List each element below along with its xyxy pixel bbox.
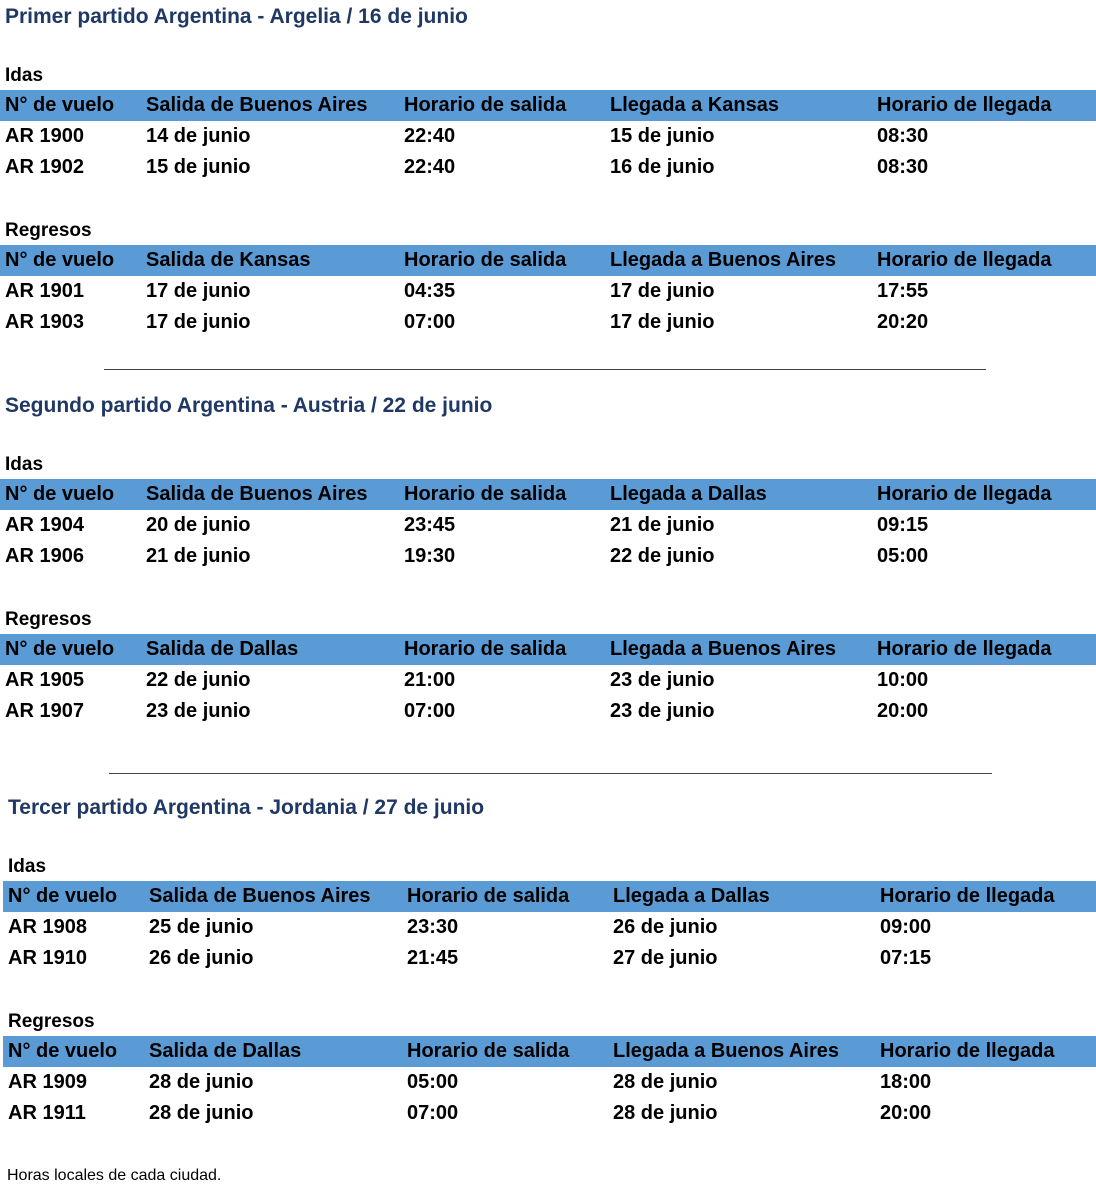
regresos-label: Regresos bbox=[8, 1011, 95, 1032]
column-header: Llegada a Buenos Aires bbox=[613, 1040, 839, 1062]
table-cell: 04:35 bbox=[404, 280, 456, 302]
table-cell: 20 de junio bbox=[146, 514, 251, 536]
column-header: Llegada a Kansas bbox=[610, 94, 779, 116]
column-header: Horario de salida bbox=[404, 94, 567, 116]
table-row bbox=[3, 1067, 1096, 1098]
column-header: N° de vuelo bbox=[5, 249, 115, 271]
column-header: N° de vuelo bbox=[8, 885, 118, 907]
table-cell: 07:00 bbox=[404, 700, 456, 722]
table-cell: 21:00 bbox=[404, 669, 456, 691]
table-cell: 28 de junio bbox=[613, 1102, 718, 1124]
column-header: Salida de Buenos Aires bbox=[146, 483, 368, 505]
section-title: Primer partido Argentina - Argelia / 16 de junio bbox=[5, 5, 468, 28]
table-cell: 20:00 bbox=[880, 1102, 932, 1124]
table-cell: 23 de junio bbox=[146, 700, 251, 722]
regresos-label: Regresos bbox=[5, 220, 92, 241]
table-cell: 10:00 bbox=[877, 669, 929, 691]
column-header: N° de vuelo bbox=[5, 638, 115, 660]
table-cell: 16 de junio bbox=[610, 156, 715, 178]
column-header: Llegada a Buenos Aires bbox=[610, 249, 836, 271]
section-divider bbox=[109, 773, 992, 774]
column-header: Llegada a Dallas bbox=[613, 885, 770, 907]
column-header: Salida de Kansas bbox=[146, 249, 311, 271]
table-header-row bbox=[3, 1036, 1096, 1067]
table-row bbox=[0, 510, 1096, 541]
table-row bbox=[3, 1098, 1096, 1129]
table-cell: 05:00 bbox=[877, 545, 929, 567]
regresos-label: Regresos bbox=[5, 609, 92, 630]
table-cell: 22:40 bbox=[404, 156, 456, 178]
table-header-row bbox=[3, 881, 1096, 912]
table-cell: 23:30 bbox=[407, 916, 459, 938]
table-cell: 07:00 bbox=[407, 1102, 459, 1124]
table-row bbox=[0, 307, 1096, 338]
table-row bbox=[0, 541, 1096, 572]
table-cell: 15 de junio bbox=[146, 156, 251, 178]
table-cell: AR 1907 bbox=[5, 700, 84, 722]
column-header: Horario de llegada bbox=[877, 483, 1052, 505]
table-cell: AR 1910 bbox=[8, 947, 87, 969]
table-cell: 07:15 bbox=[880, 947, 932, 969]
table-cell: 17 de junio bbox=[610, 311, 715, 333]
table-cell: 21 de junio bbox=[610, 514, 715, 536]
table-row bbox=[0, 276, 1096, 307]
table-cell: 05:00 bbox=[407, 1071, 459, 1093]
table-cell: AR 1901 bbox=[5, 280, 84, 302]
section-title: Tercer partido Argentina - Jordania / 27 de junio bbox=[8, 796, 485, 819]
table-cell: 20:00 bbox=[877, 700, 929, 722]
column-header: Horario de salida bbox=[404, 483, 567, 505]
table-cell: 28 de junio bbox=[613, 1071, 718, 1093]
table-cell: AR 1904 bbox=[5, 514, 84, 536]
table-row bbox=[0, 696, 1096, 727]
table-cell: 20:20 bbox=[877, 311, 929, 333]
table-cell: AR 1903 bbox=[5, 311, 84, 333]
footnote: Horas locales de cada ciudad. bbox=[7, 1167, 222, 1184]
table-cell: 26 de junio bbox=[149, 947, 254, 969]
column-header: Horario de salida bbox=[404, 638, 567, 660]
table-cell: 21:45 bbox=[407, 947, 459, 969]
table-cell: 23 de junio bbox=[610, 669, 715, 691]
column-header: Horario de salida bbox=[407, 1040, 570, 1062]
section-title: Segundo partido Argentina - Austria / 22 de junio bbox=[5, 394, 493, 417]
table-cell: AR 1911 bbox=[8, 1102, 86, 1124]
section-divider bbox=[104, 369, 986, 370]
table-cell: 22 de junio bbox=[146, 669, 251, 691]
table-cell: 17:55 bbox=[877, 280, 929, 302]
column-header: Salida de Buenos Aires bbox=[149, 885, 371, 907]
table-cell: 22 de junio bbox=[610, 545, 715, 567]
table-cell: AR 1902 bbox=[5, 156, 84, 178]
column-header: Horario de llegada bbox=[877, 94, 1052, 116]
table-cell: 08:30 bbox=[877, 125, 929, 147]
table-cell: AR 1900 bbox=[5, 125, 84, 147]
table-cell: AR 1909 bbox=[8, 1071, 87, 1093]
table-cell: 09:15 bbox=[877, 514, 929, 536]
table-cell: 14 de junio bbox=[146, 125, 251, 147]
column-header: Horario de llegada bbox=[880, 885, 1055, 907]
column-header: N° de vuelo bbox=[5, 94, 115, 116]
column-header: N° de vuelo bbox=[5, 483, 115, 505]
column-header: Horario de llegada bbox=[877, 249, 1052, 271]
table-cell: 23:45 bbox=[404, 514, 456, 536]
column-header: Llegada a Dallas bbox=[610, 483, 767, 505]
table-cell: 15 de junio bbox=[610, 125, 715, 147]
column-header: Llegada a Buenos Aires bbox=[610, 638, 836, 660]
table-cell: 07:00 bbox=[404, 311, 456, 333]
table-cell: 27 de junio bbox=[613, 947, 718, 969]
table-cell: 17 de junio bbox=[146, 311, 251, 333]
table-header-row bbox=[0, 479, 1096, 510]
column-header: Horario de salida bbox=[404, 249, 567, 271]
table-cell: 22:40 bbox=[404, 125, 456, 147]
table-cell: 17 de junio bbox=[610, 280, 715, 302]
column-header: Salida de Dallas bbox=[146, 638, 299, 660]
table-cell: AR 1905 bbox=[5, 669, 84, 691]
table-header-row bbox=[0, 90, 1096, 121]
table-cell: 17 de junio bbox=[146, 280, 251, 302]
column-header: Horario de llegada bbox=[877, 638, 1052, 660]
column-header: Horario de llegada bbox=[880, 1040, 1055, 1062]
table-header-row bbox=[0, 634, 1096, 665]
table-cell: 08:30 bbox=[877, 156, 929, 178]
table-cell: 28 de junio bbox=[149, 1071, 254, 1093]
table-cell: 19:30 bbox=[404, 545, 456, 567]
idas-label: Idas bbox=[5, 454, 44, 475]
column-header: Salida de Dallas bbox=[149, 1040, 302, 1062]
table-cell: AR 1906 bbox=[5, 545, 84, 567]
column-header: N° de vuelo bbox=[8, 1040, 118, 1062]
table-cell: 21 de junio bbox=[146, 545, 251, 567]
table-row bbox=[0, 152, 1096, 183]
table-row bbox=[3, 943, 1096, 974]
table-cell: 18:00 bbox=[880, 1071, 932, 1093]
table-cell: 23 de junio bbox=[610, 700, 715, 722]
column-header: Horario de salida bbox=[407, 885, 570, 907]
column-header: Salida de Buenos Aires bbox=[146, 94, 368, 116]
table-cell: AR 1908 bbox=[8, 916, 87, 938]
table-row bbox=[3, 912, 1096, 943]
table-row bbox=[0, 121, 1096, 152]
idas-label: Idas bbox=[8, 856, 47, 877]
table-cell: 28 de junio bbox=[149, 1102, 254, 1124]
table-cell: 26 de junio bbox=[613, 916, 718, 938]
table-row bbox=[0, 665, 1096, 696]
table-cell: 09:00 bbox=[880, 916, 932, 938]
table-header-row bbox=[0, 245, 1096, 276]
idas-label: Idas bbox=[5, 65, 44, 86]
table-cell: 25 de junio bbox=[149, 916, 254, 938]
